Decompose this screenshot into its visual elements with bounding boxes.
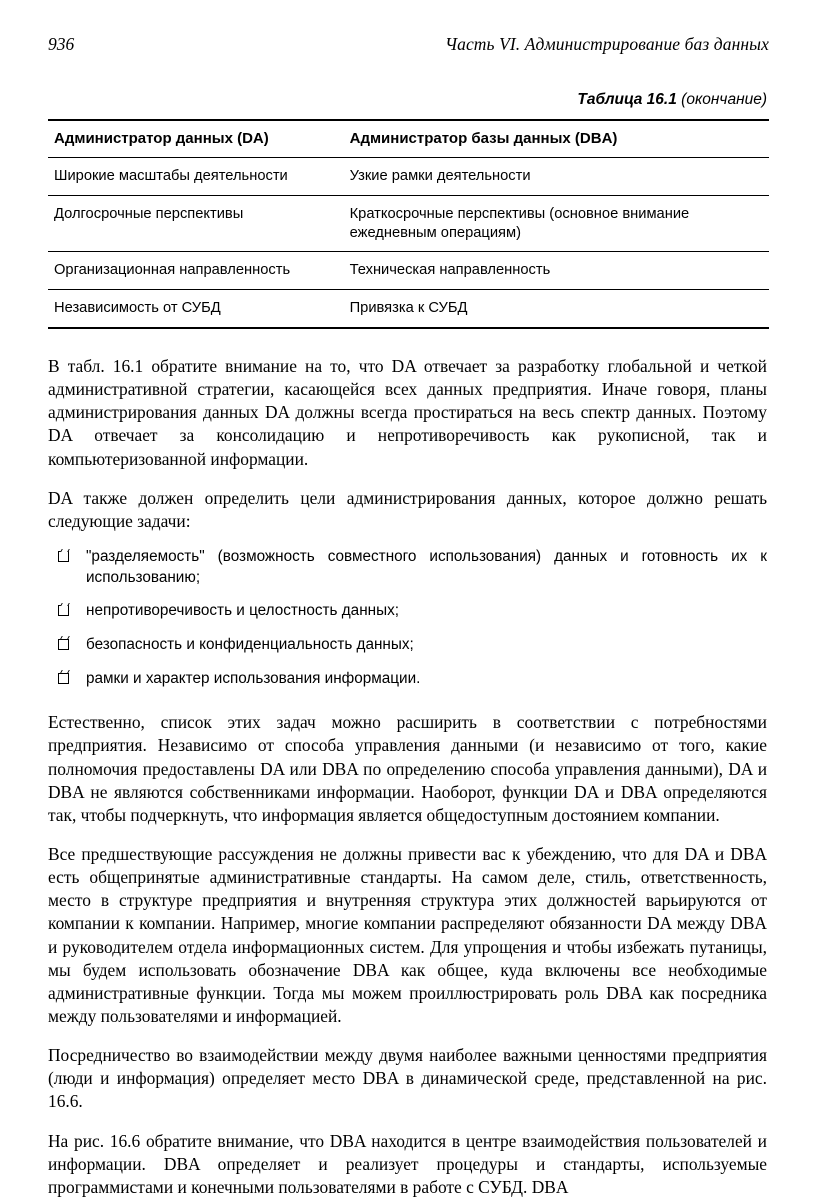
part-title: Часть VI. Администрирование баз данных bbox=[444, 34, 769, 54]
table-row bbox=[48, 252, 769, 290]
running-head bbox=[40, 34, 769, 55]
table-body bbox=[48, 158, 769, 329]
table-caption bbox=[40, 91, 769, 109]
paragraph-3: Естественно, список этих задач можно расширить в соответствии с потребностями предприятия. Независимо от способа управления данными (и независимо от того, какие полномочия предоставлены DA или DBA по определению способа управления данными), DA и DBA не являются собственниками информации. Наоборот, функции DA и DBA определяются так, чтобы подчеркнуть, что информация является общедоступным достоянием компании. bbox=[48, 712, 767, 825]
table-cell-dba: Узкие рамки деятельности bbox=[344, 158, 769, 196]
table-header bbox=[48, 120, 769, 158]
paragraph-6: На рис. 16.6 обратите внимание, что DBA находится в центре взаимодействия пользователей и информации. DBA определяет и реализует процедуры и стандарты, используемые программистами и конечными пользователями в работе с СУБД. DBA bbox=[48, 1130, 767, 1197]
comparison-table bbox=[48, 119, 769, 329]
square-bullet-icon bbox=[58, 605, 69, 616]
table-row bbox=[48, 195, 769, 252]
square-bullet-icon bbox=[58, 551, 69, 562]
table-row bbox=[48, 158, 769, 196]
table-cell-dba: Привязка к СУБД bbox=[344, 290, 769, 328]
list-item-label: безопасность и конфиденциальность данных; bbox=[86, 635, 414, 653]
task-list bbox=[48, 547, 769, 689]
table-cell-dba: Техническая направленность bbox=[344, 252, 769, 290]
square-bullet-icon bbox=[58, 639, 69, 650]
table-row bbox=[48, 290, 769, 328]
table-cell-da: Долгосрочные перспективы bbox=[48, 195, 344, 252]
page-number: 936 bbox=[48, 34, 75, 54]
list-item bbox=[56, 669, 767, 690]
table-cell-da: Широкие масштабы деятельности bbox=[48, 158, 344, 196]
body-text-continued bbox=[40, 711, 769, 1199]
table-caption-label: Таблица 16.1 bbox=[577, 91, 677, 108]
square-bullet-icon bbox=[58, 673, 69, 684]
list-item-label: непротиворечивость и целостность данных; bbox=[86, 602, 399, 620]
task-list-section bbox=[40, 547, 769, 689]
table-cell-da: Организационная направленность bbox=[48, 252, 344, 290]
paragraph-4: Все предшествующие рассуждения не должны привести вас к убеждению, что для DA и DBA есть общепринятые административные стандарты. На самом деле, стиль, ответственность, место в структуре предприятия и внутренняя структура этих должностей варьируются от компании к компании. Например, многие компании распределяют обязанности DA между DBA и руководителем отдела информационных систем. Для упрощения и чтобы избежать путаницы, мы будем использовать обозначение DBA как общее, куда включены все необходимые административные функции. Тогда мы можем проиллюстрировать роль DBA как посредника между пользователями и информацией. bbox=[48, 843, 767, 1026]
list-item bbox=[56, 635, 767, 656]
list-item bbox=[56, 547, 767, 588]
paragraph-5: Посредничество во взаимодействии между двумя наиболее важными ценностями предприятия (люди и информация) определяет место DBA в динамической среде, представленной на рис. 16.6. bbox=[48, 1045, 767, 1112]
paragraph-1: В табл. 16.1 обратите внимание на то, что DA отвечает за разработку глобальной и четкой административной стратегии, касающейся всех данных предприятия. Иначе говоря, планы администрирования данных DA должны всегда простираться на весь спектр данных. Поэтому DA отвечает за консолидацию и непротиворечивость как рукописной, так и компьютеризованной информации. bbox=[48, 356, 767, 469]
table-cell-dba: Краткосрочные перспективы (основное внимание ежедневным операциям) bbox=[344, 195, 769, 252]
list-item bbox=[56, 601, 767, 622]
table-column-header-dba: Администратор базы данных (DBA) bbox=[344, 120, 769, 158]
table-cell-da: Независимость от СУБД bbox=[48, 290, 344, 328]
body-text bbox=[40, 355, 769, 533]
paragraph-2: DA также должен определить цели администрирования данных, которое должно решать следующие задачи: bbox=[48, 487, 767, 531]
table-column-header-da: Администратор данных (DA) bbox=[48, 120, 344, 158]
list-item-label: "разделяемость" (возможность совместного использования) данных и готовность их к использованию; bbox=[86, 548, 767, 586]
list-item-label: рамки и характер использования информации. bbox=[86, 669, 421, 687]
table-header-row bbox=[48, 120, 769, 158]
table-caption-note: (окончание) bbox=[681, 91, 767, 108]
